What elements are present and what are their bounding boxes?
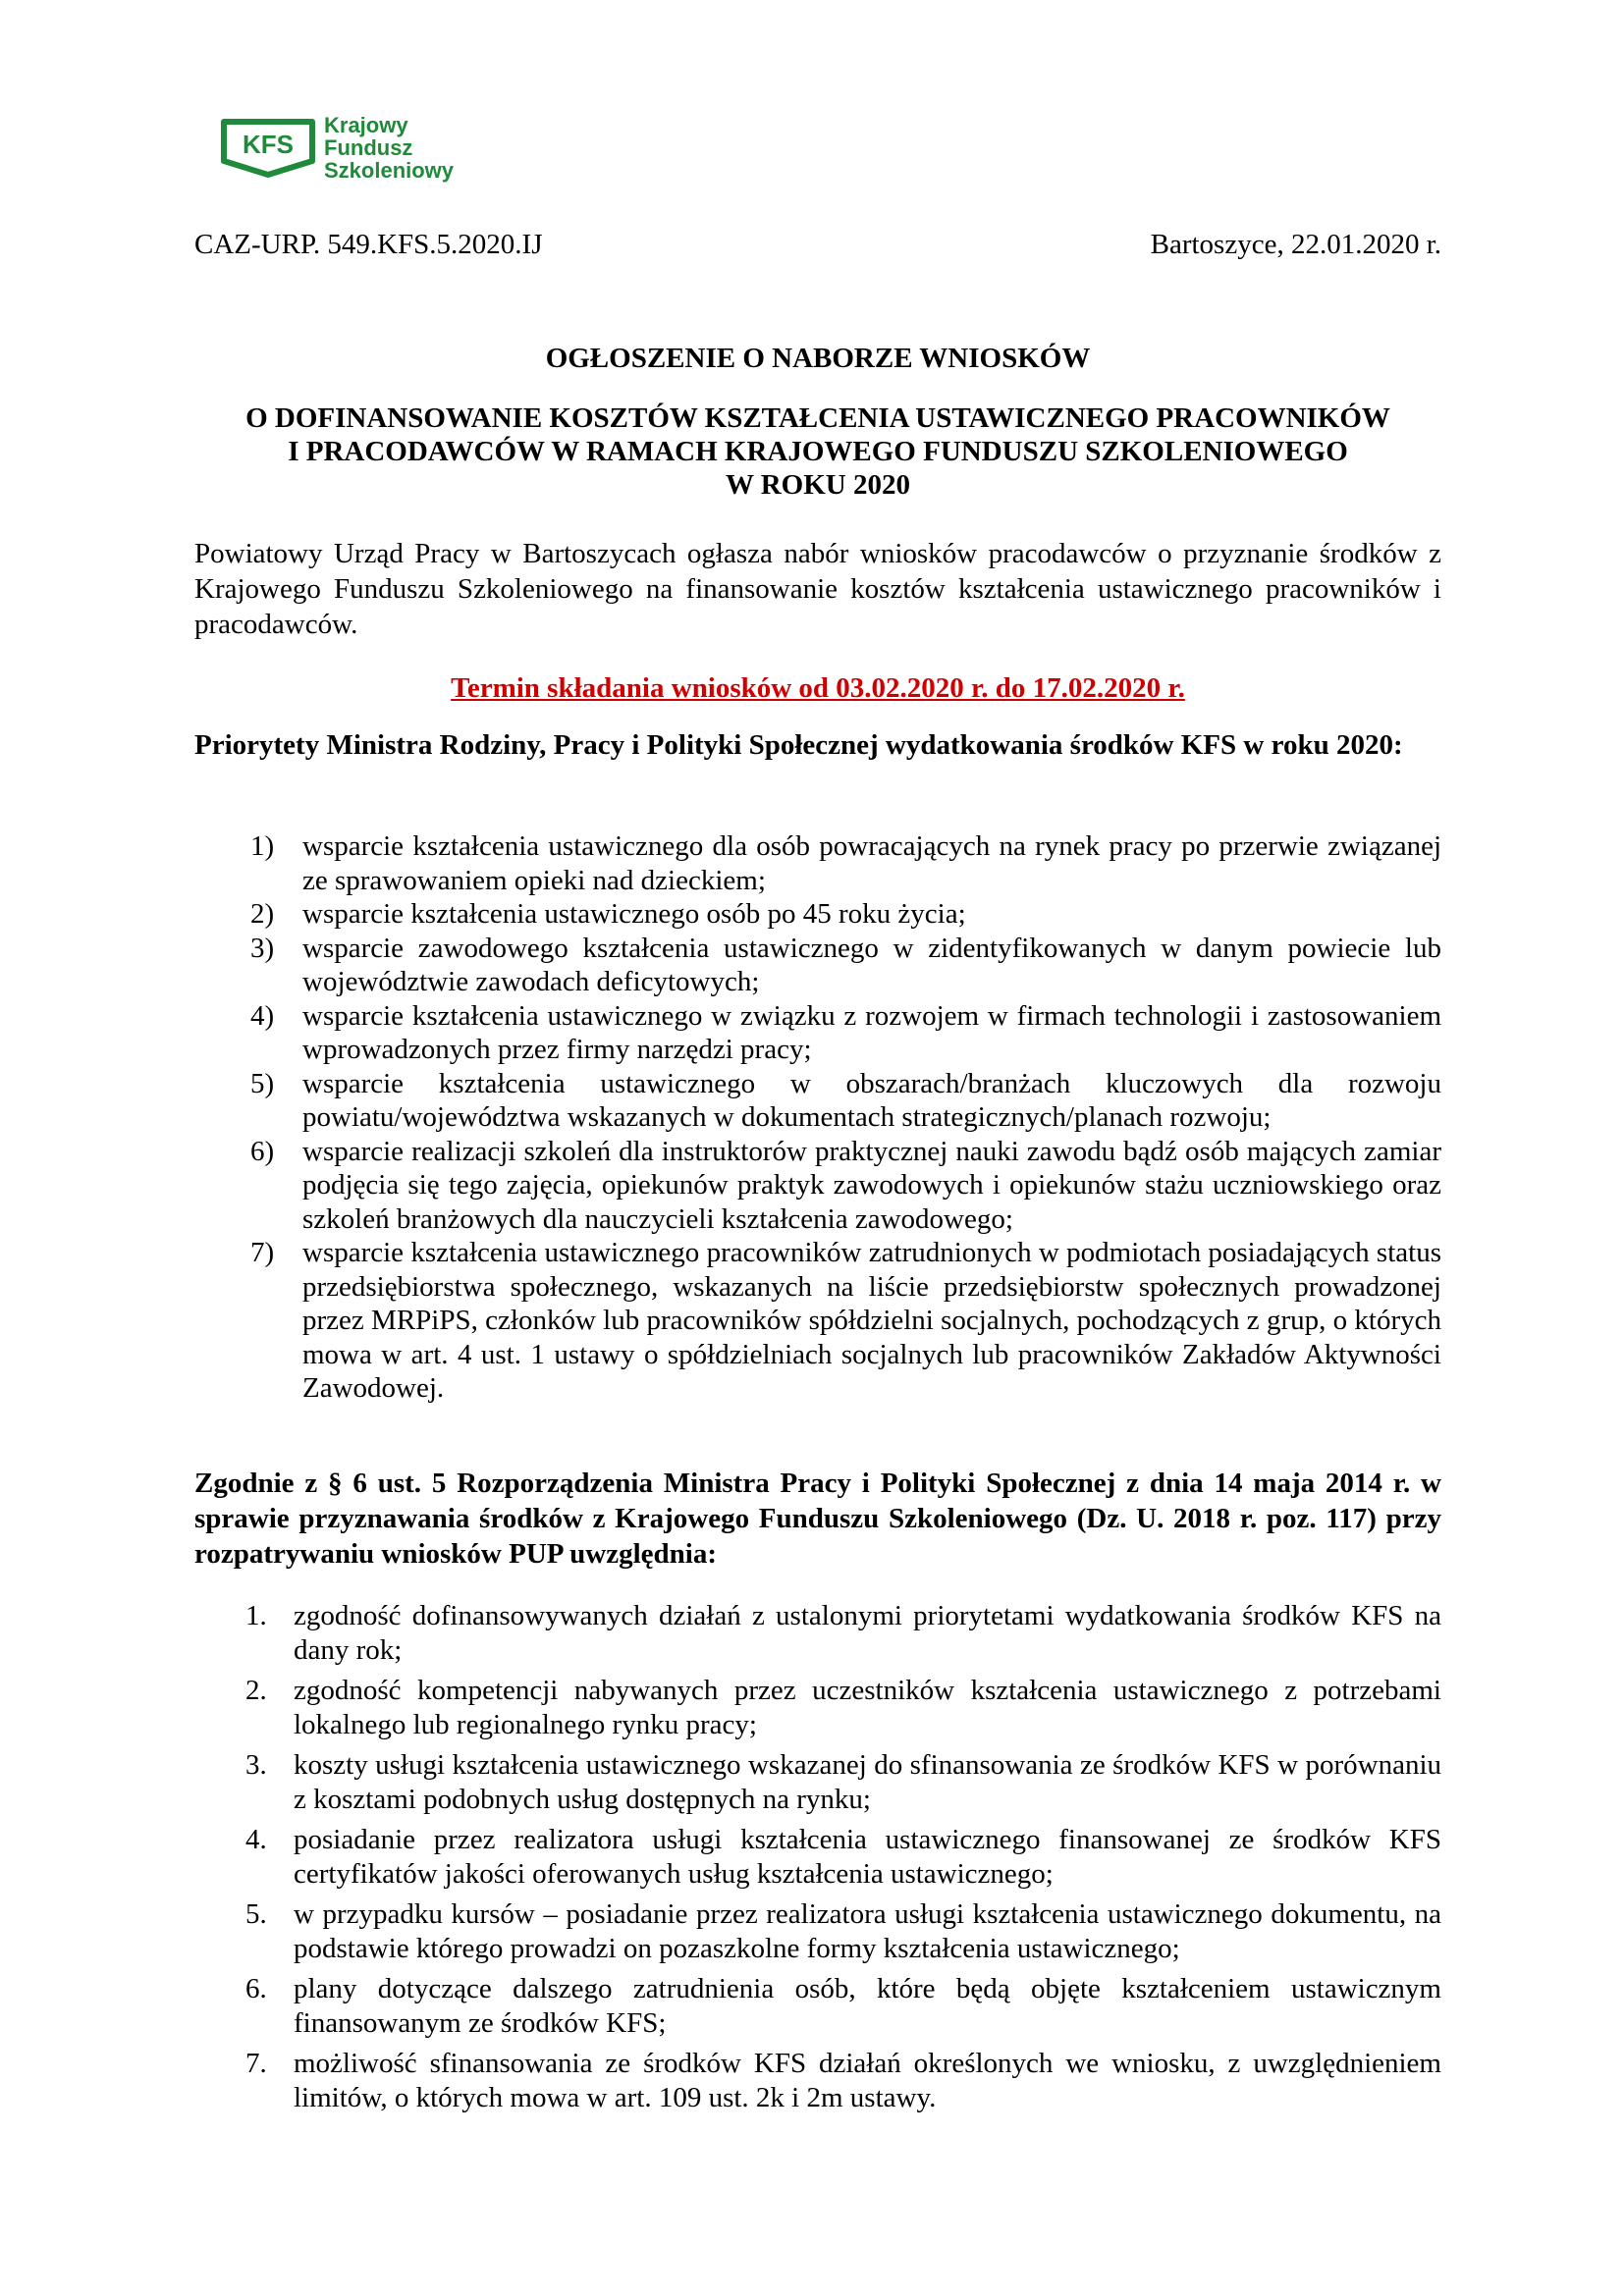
item-text: wsparcie zawodowego kształcenia ustawicznego w zidentyfikowanych w danym powiecie lub województwie zawodach deficytowych;	[302, 932, 1441, 997]
list-item	[194, 829, 1441, 897]
item-number: 6)	[250, 1135, 275, 1167]
criteria-heading: Zgodnie z § 6 ust. 5 Rozporządzenia Ministra Pracy i Polityki Społecznej z dnia 14 maja 2014 r. w sprawie przyznawania środków z Krajowego Funduszu Szkoleniowego (Dz. U. 2018 r. poz. 117) przy rozpatrywaniu wniosków PUP uwzględnia:	[194, 1468, 1441, 1570]
title-main: OGŁOSZENIE O NABORZE WNIOSKÓW	[545, 343, 1091, 374]
item-number: 4)	[250, 999, 275, 1032]
item-number: 7.	[245, 2048, 267, 2079]
item-number: 6.	[245, 1973, 267, 2004]
item-text: wsparcie kształcenia ustawicznego w obszarach/branżach kluczowych dla rozwoju powiatu/województwa wskazanych w dokumentach strategicznych/planach rozwoju;	[302, 1067, 1441, 1133]
kfs-badge-icon	[220, 118, 316, 179]
deadline-notice: Termin składania wniosków od 03.02.2020 r. do 17.02.2020 r.	[451, 672, 1185, 704]
title-sub-line-2: I PRACODAWCÓW W RAMACH KRAJOWEGO FUNDUSZU SZKOLENIOWEGO	[288, 436, 1348, 467]
item-number: 4.	[245, 1824, 267, 1855]
priorities-heading: Priorytety Ministra Rodziny, Pracy i Polityki Społecznej wydatkowania środków KFS w roku 2020:	[194, 729, 1403, 761]
item-number: 5.	[245, 1898, 267, 1930]
title-sub-line-3: W ROKU 2020	[726, 469, 910, 501]
place-and-date: Bartoszyce, 22.01.2020 r.	[1150, 229, 1441, 260]
title-sub-line-1: O DOFINANSOWANIE KOSZTÓW KSZTAŁCENIA USTAWICZNEGO PRACOWNIKÓW	[245, 402, 1390, 434]
criteria-list	[194, 1599, 1441, 2121]
kfs-logo	[220, 110, 514, 188]
intro-paragraph: Powiatowy Urząd Pracy w Bartoszycach ogłasza nabór wniosków pracodawców o przyznanie środków z Krajowego Funduszu Szkoleniowego na finansowanie kosztów kształcenia ustawicznego pracowników i pracodawców.	[194, 538, 1441, 640]
item-number: 7)	[250, 1237, 275, 1268]
item-number: 2)	[250, 898, 275, 930]
list-item	[194, 1599, 1441, 1668]
item-text: wsparcie kształcenia ustawicznego w związku z rozwojem w firmach technologii i zastosowaniem wprowadzonych przez firmy narzędzi pracy;	[302, 999, 1441, 1065]
list-item	[194, 1972, 1441, 2041]
item-number: 3)	[250, 932, 275, 964]
item-text: wsparcie kształcenia ustawicznego osób po 45 roku życia;	[302, 898, 966, 930]
list-item	[194, 1748, 1441, 1817]
item-text: zgodność dofinansowywanych działań z ustalonymi priorytetami wydatkowania środków KFS na dany rok;	[294, 1600, 1441, 1666]
header-row	[194, 228, 1441, 263]
list-item	[194, 1236, 1441, 1406]
reference-number: CAZ-URP. 549.KFS.5.2020.IJ	[194, 229, 543, 260]
list-item	[194, 932, 1441, 999]
item-number: 3.	[245, 1749, 267, 1781]
priorities-list	[194, 829, 1441, 1406]
logo-wordmark	[324, 114, 454, 182]
item-text: posiadanie przez realizatora usługi kształcenia ustawicznego finansowanej ze środków KFS certyfikatów jakości oferowanych usług kształcenia ustawicznego;	[294, 1824, 1441, 1890]
logo-line-1: Krajowy	[324, 113, 408, 137]
item-text: wsparcie kształcenia ustawicznego dla osób powracających na rynek pracy po przerwie związanej ze sprawowaniem opieki nad dzieckiem;	[302, 830, 1441, 896]
item-text: wsparcie kształcenia ustawicznego pracowników zatrudnionych w podmiotach posiadających status przedsiębiorstwa społecznego, wskazanych na liście przedsiębiorstw społecznych prowadzonej przez MRPiPS, członków lub pracowników spółdzielni socjalnych, pochodzących z grup, o których mowa w art. 4 ust. 1 ustawy o spółdzielniach socjalnych lub pracowników Zakładów Aktywności Zawodowej.	[302, 1237, 1441, 1404]
item-number: 5)	[250, 1067, 275, 1099]
item-text: plany dotyczące dalszego zatrudnienia osób, które będą objęte kształceniem ustawicznym finansowanym ze środków KFS;	[294, 1973, 1441, 2039]
list-item	[194, 1067, 1441, 1135]
title-subtitle	[194, 401, 1441, 502]
item-text: wsparcie realizacji szkoleń dla instruktorów praktycznej nauki zawodu bądź osób mających zamiar podjęcia się tego zajęcia, opiekunów praktyk zawodowych i opiekunów stażu uczniowskiego oraz szkoleń branżowych dla nauczycieli kształcenia zawodowego;	[302, 1135, 1441, 1235]
list-item	[194, 1897, 1441, 1966]
logo-badge-text: KFS	[243, 130, 294, 159]
item-text: możliwość sfinansowania ze środków KFS działań określonych we wniosku, z uwzględnieniem limitów, o których mowa w art. 109 ust. 2k i 2m ustawy.	[294, 2048, 1441, 2113]
list-item	[194, 1823, 1441, 1892]
list-item	[194, 2047, 1441, 2115]
item-text: koszty usługi kształcenia ustawicznego wskazanej do sfinansowania ze środków KFS w porównaniu z kosztami podobnych usług dostępnych na rynku;	[294, 1749, 1441, 1815]
logo-line-3: Szkoleniowy	[324, 158, 455, 183]
title-block	[194, 342, 1441, 502]
item-text: zgodność kompetencji nabywanych przez uczestników kształcenia ustawicznego z potrzebami lokalnego lub regionalnego rynku pracy;	[294, 1675, 1441, 1740]
item-number: 2.	[245, 1675, 267, 1706]
list-item	[194, 897, 1441, 932]
list-item	[194, 999, 1441, 1067]
logo-line-2: Fundusz	[324, 135, 413, 160]
item-number: 1.	[245, 1600, 267, 1631]
list-item	[194, 1674, 1441, 1742]
list-item	[194, 1135, 1441, 1237]
item-text: w przypadku kursów – posiadanie przez realizatora usługi kształcenia ustawicznego dokumentu, na podstawie którego prowadzi on pozaszkolne formy kształcenia ustawicznego;	[294, 1898, 1441, 1964]
item-number: 1)	[250, 830, 275, 862]
